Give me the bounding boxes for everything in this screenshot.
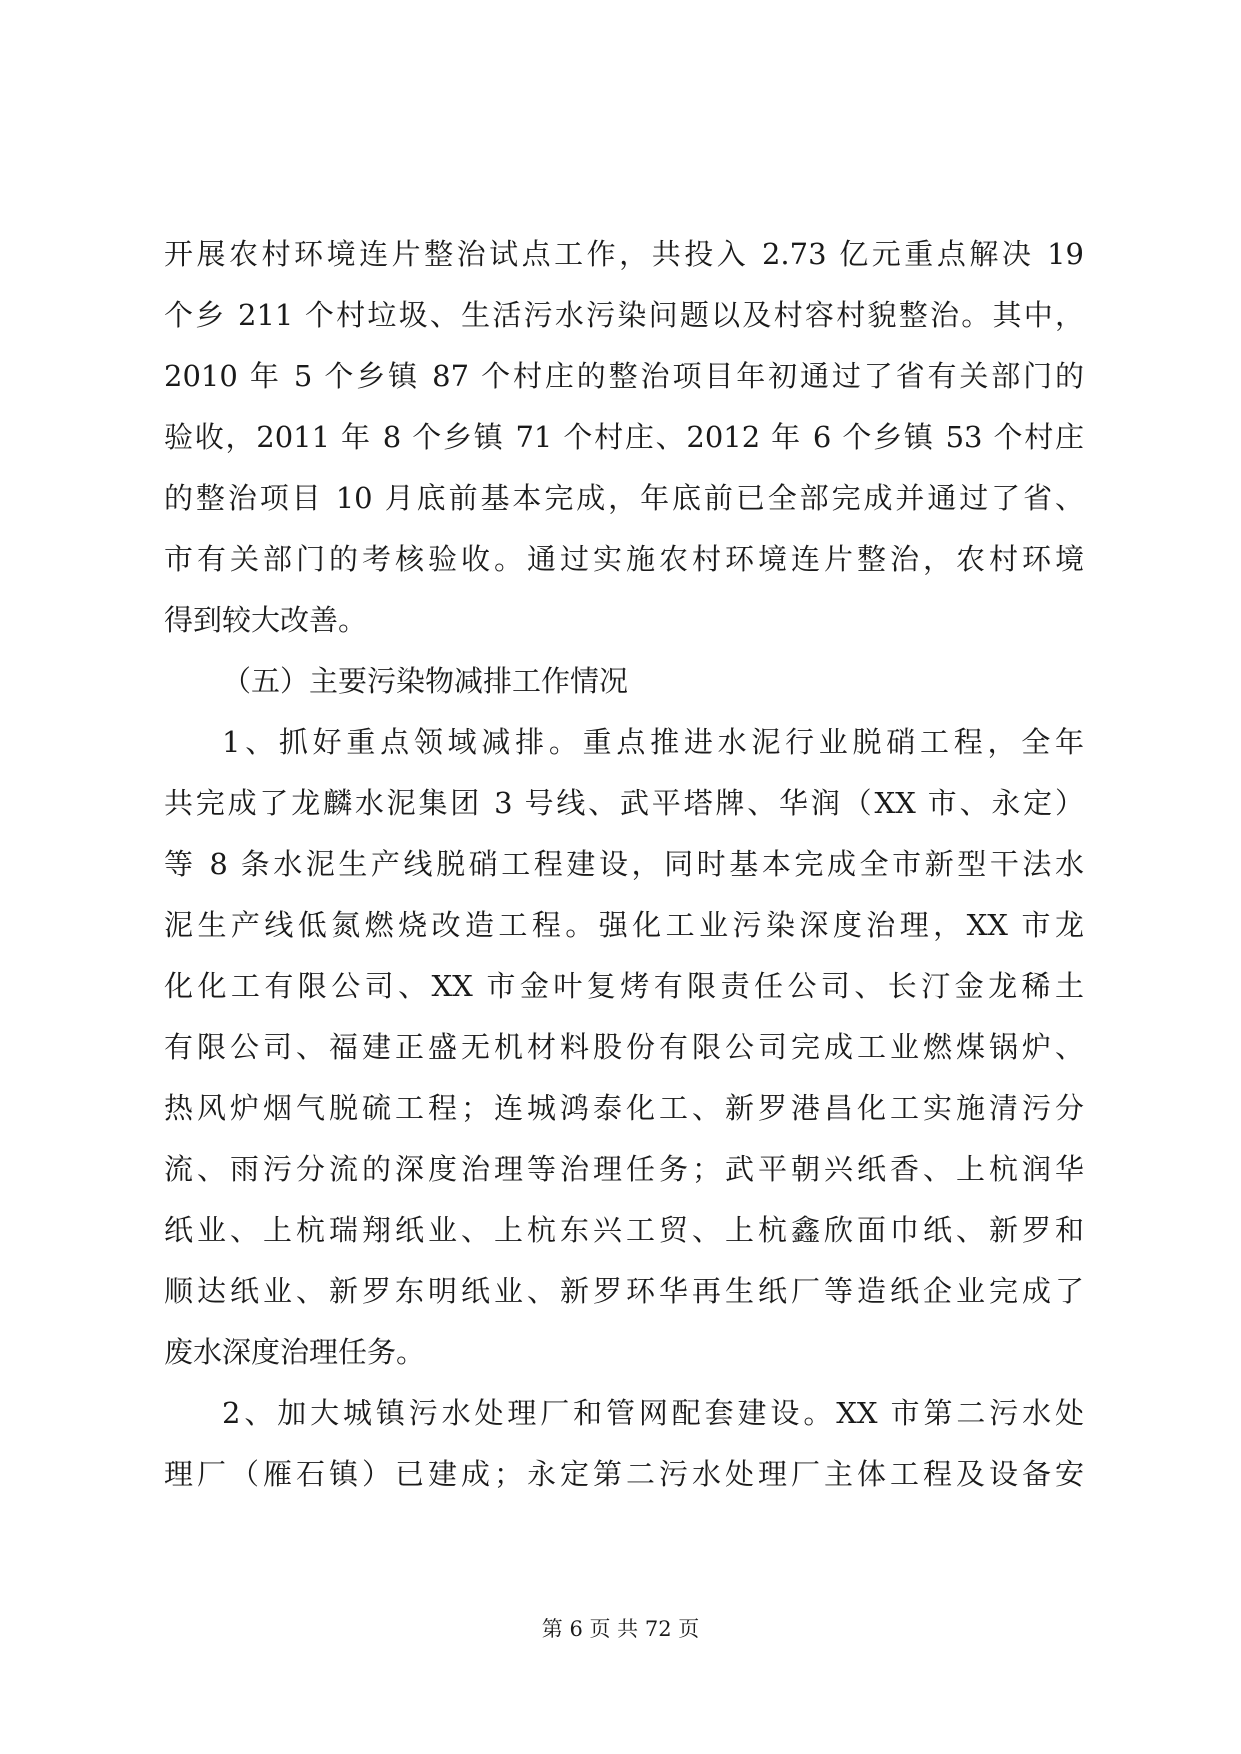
text-line: 个乡 211 个村垃圾、生活污水污染问题以及村容村貌整治。其中， [164,298,1084,332]
text-line: 验收，2011 年 8 个乡镇 71 个村庄、2012 年 6 个乡镇 53 个村庄 [164,420,1084,454]
text-line: 2、加大城镇污水处理厂和管网配套建设。XX 市第二污水处 [222,1396,1084,1430]
text-line: 废水深度治理任务。 [164,1335,426,1369]
text-line: 纸业、上杭瑞翔纸业、上杭东兴工贸、上杭鑫欣面巾纸、新罗和 [164,1213,1084,1247]
text-line: 流、雨污分流的深度治理等治理任务；武平朝兴纸香、上杭润华 [164,1152,1084,1186]
document-body [164,224,1084,1505]
text-line: 化化工有限公司、XX 市金叶复烤有限责任公司、长汀金龙稀土 [164,969,1084,1003]
text-line: 得到较大改善。 [164,603,368,637]
text-line: 2010 年 5 个乡镇 87 个村庄的整治项目年初通过了省有关部门的 [164,359,1084,393]
text-line: 开展农村环境连片整治试点工作，共投入 2.73 亿元重点解决 19 [164,237,1084,271]
text-line: 理厂（雁石镇）已建成；永定第二污水处理厂主体工程及设备安 [164,1457,1084,1491]
text-line: 有限公司、福建正盛无机材料股份有限公司完成工业燃煤锅炉、 [164,1030,1084,1064]
text-line: 等 8 条水泥生产线脱硝工程建设，同时基本完成全市新型干法水 [164,847,1084,881]
page-number-footer: 第 6 页 共 72 页 [541,1617,700,1641]
text-line: 市有关部门的考核验收。通过实施农村环境连片整治，农村环境 [164,542,1084,576]
text-line: 共完成了龙麟水泥集团 3 号线、武平塔牌、华润（XX 市、永定） [164,786,1084,820]
text-line: （五）主要污染物减排工作情况 [222,664,629,698]
text-line: 的整治项目 10 月底前基本完成，年底前已全部完成并通过了省、 [164,481,1084,515]
text-line: 热风炉烟气脱硫工程；连城鸿泰化工、新罗港昌化工实施清污分 [164,1091,1084,1125]
text-line: 泥生产线低氮燃烧改造工程。强化工业污染深度治理，XX 市龙 [164,908,1084,942]
text-line: 1、抓好重点领域减排。重点推进水泥行业脱硝工程，全年 [222,725,1084,759]
text-line: 顺达纸业、新罗东明纸业、新罗环华再生纸厂等造纸企业完成了 [164,1274,1084,1308]
